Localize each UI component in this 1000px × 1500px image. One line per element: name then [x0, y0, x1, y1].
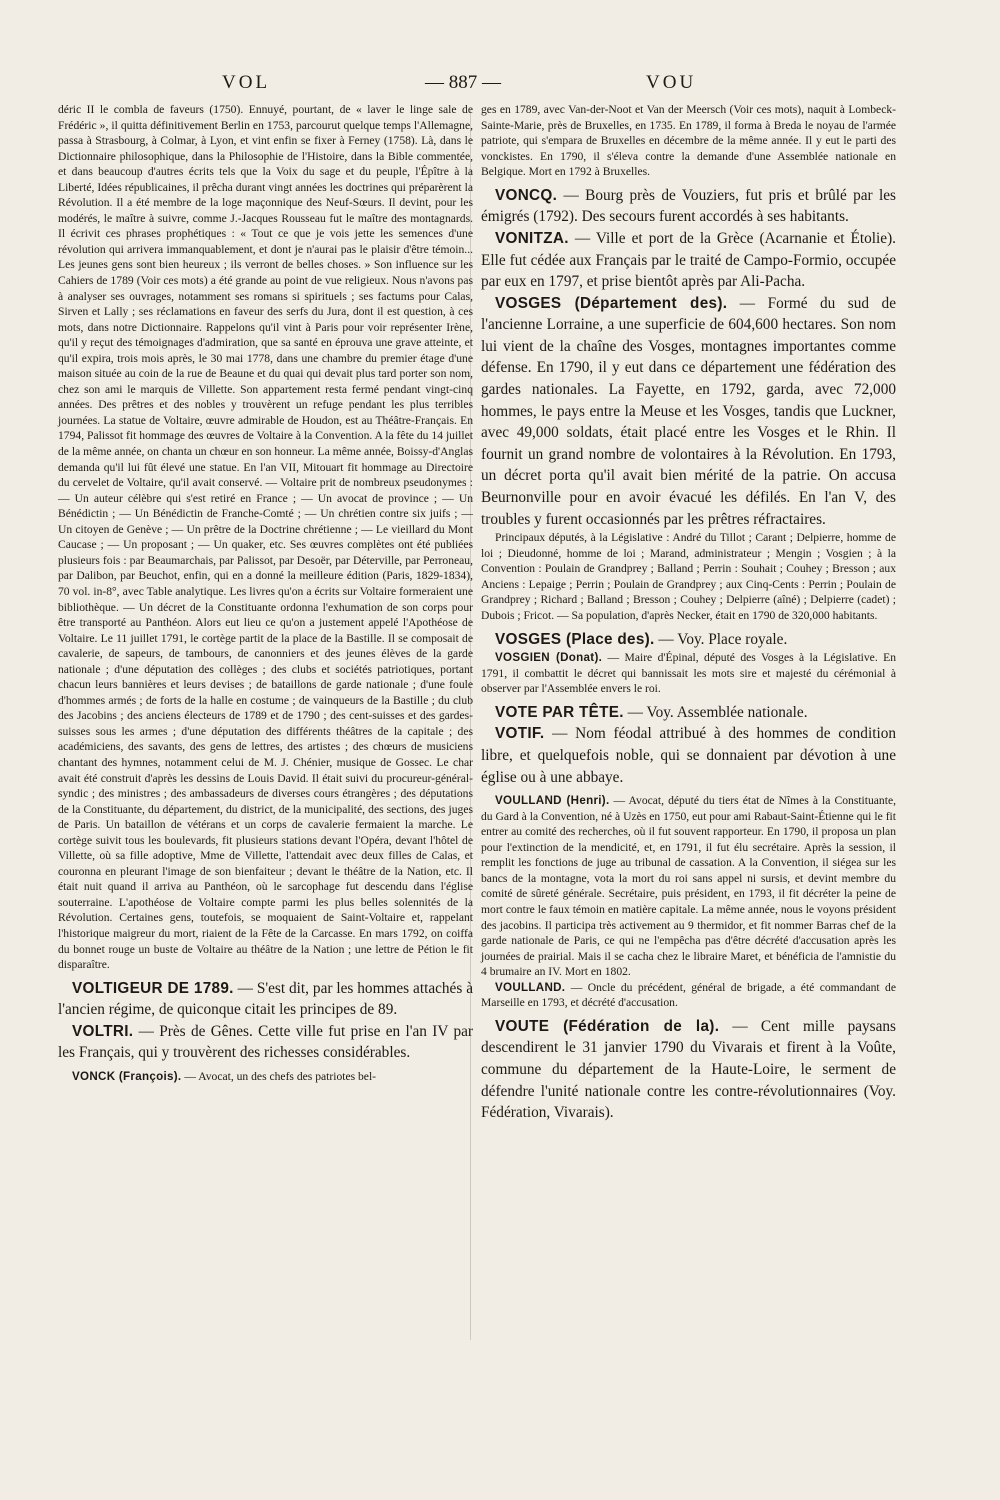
headword: VOLTRI. — [72, 1022, 134, 1040]
entry-voltri — [58, 1021, 473, 1064]
entry-text: — Maire d'Épinal, député des Vosges à la Législative. En 1791, il combattit le décret qui bannissait les mots sire et majesté du cérémonial à observer par l'Assemblée envers le roi. — [481, 651, 896, 696]
voltaire-entry-continued: déric II le combla de faveurs (1750). Ennuyé, pourtant, de « laver le linge sale de Frédéric », il quitta définitivement Berlin en 1753, parcourut quelque temps l'Allemagne, passa à Strasbourg, à Colmar, à Lyon, et vint enfin se fixer à Ferney (1758). Là, dans le Dictionnaire philosophique, dans la Philosophie de l'Histoire, dans la Bible commentée, et dans beaucoup d'autres écrits tels que la Voix du sage et du peuple, l'Épître à la Liberté, Idées républicaines, il prêcha durant vingt années les doctrines qui préparèrent la Révolution. Il a été membre de la loge maçonnique des Neuf-Sœurs. Il devint, pour les modérés, le maître à suivre, comme J.-Jacques Rousseau fut le maître des montagnards. Il écrivit ces phrases prophétiques : « Tout ce que je vois jette les semences d'une révolution qui arrivera immanquablement, et dont je n'aurai pas le plaisir d'être témoin... Les jeunes gens sont bien heureux ; ils verront de belles choses. » Son influence sur les Cahiers de 1789 (Voir ces mots) a été grande au point de vue religieux. Nous n'avons pas à analyser ses ouvrages, notamment ses romans si spirituels ; ses factums pour Calas, Sirven et Lally ; ses réclamations en faveur des serfs du Jura, dont il est question, à ces mots, dans notre Dictionnaire. Rappelons qu'il vint à Paris pour voir représenter Irène, qu'il y reçut des témoignages d'admiration, que sa santé en éprouva une grave atteinte, et qu'il expira, trois mois après, le 30 mai 1778, dans une chambre du premier étage d'une maison située au coin de la rue de Beaune et du quai qui devait plus tard porter son nom, chez son ami le marquis de Villette. Son appartement resta fermé pendant vingt-cinq années. Des prêtres et des nobles y trouvèrent un refuge pendant les plus terribles journées. La statue de Voltaire, œuvre admirable de Houdon, est au Théâtre-Français. En 1794, Palissot fit hommage des œuvres de Voltaire à la Convention. A la fête du 14 juillet de la même année, on chanta un chœur en son honneur. La même année, Boissy-d'Anglas demanda qu'il lui fût élevé une statue. En l'an VII, Mitouart fit hommage au Directoire du cervelet de Voltaire, qu'il avait conservé. — Voltaire prit de nombreux pseudonymes : — Un auteur célèbre qui s'est retiré en France ; — Un avocat de province ; — Un Bénédictin ; — Un Bénédictin de Franche-Comté ; — Un chrétien contre six juifs ; — Un citoyen de Genève ; — Un prêtre de la Doctrine chrétienne ; — Le vieillard du Mont Caucase ; — Un proposant ; — Un quaker, etc. Ses œuvres complètes ont été publiées plusieurs fois : par Beaumarchais, par Palissot, par Desoër, par Déterville, par Perroneau, par Dalibon, par Beuchot, enfin, qui en a donné la meilleure édition (Paris, 1829-1834), 70 vol. in-8°, avec Table analytique. Les livres qu'on a écrits sur Voltaire formeraient une bibliothèque. — Un décret de la Constituante ordonna l'exhumation de son corps pour être transporté au Panthéon. Alors eut lieu ce qu'on a justement appelé l'Apothéose de Voltaire. Le 11 juillet 1791, le cortège partit de la place de la Bastille. Il se composait de cavalerie, de sapeurs, de tambours, de canonniers et des jeunes élèves de la garde nationale ; d'une députation des collèges ; des clubs et sociétés patriotiques, portant chacun leurs bannières et leurs devises ; de bataillons de garde nationale ; d'une foule d'hommes armés ; de forts de la halle en costume ; de vainqueurs de la Bastille ; du club des Jacobins ; des anciens électeurs de 1789 et de 1790 ; des cent-suisses et des gardes-suisses sous les armes ; d'une députation des différents théâtres de la capitale ; des académiciens, des savants, des gens de lettres, des artistes ; des chœurs de musiciens chantant des hymnes, notamment celui de M. J. Chénier, musique de Gossec. Le char avait été construit d'après les dessins de Louis David. Il était suivi du procureur-général-syndic ; des ministres ; des ambassadeurs de diverses cours étrangères ; des députations de la Constituante, du département, du district, de la municipalité, des sections, des juges de Paris. Un bataillon de vétérans et un corps de cavalerie fermaient la marche. Le cortège suivit tous les boulevards, fit plusieurs stations devant l'Opéra, devant l'hôtel de Villette, où sa fille adoptive, Mme de Villette, l'attendait avec deux filles de Calas, et couronna en pleurant l'image de son bienfaiteur ; devant le théâtre de la Nation, etc. Il était nuit quand il arriva au Panthéon, où le sarcophage fut descendu dans l'église souterraine. L'apothéose de Voltaire compte parmi les plus belles solennités de la Révolution. Certaines gens, toutefois, se moquaient de Saint-Voltaire et, rappelant l'historique maigreur du mort, riaient de la Fête de la Carcasse. En mars 1792, on coiffa du bonnet rouge un buste de Voltaire au théâtre de la Nation ; une lettre de Pétion le fit disparaître. — [58, 103, 473, 972]
headword: VOUTE (Fédération de la). — [495, 1017, 720, 1035]
entry-text: — Oncle du précédent, général de brigade, a été commandant de Marseille en 1793, et décrété d'accusation. — [481, 980, 896, 1010]
entry-voute — [481, 1016, 896, 1124]
entry-vosges-departement — [481, 293, 896, 531]
headword: VOTE PAR TÊTE. — [495, 703, 624, 721]
entry-text: — S'est dit, par les hommes attachés à l'ancien régime, de quiconque citait les principes de 89. — [58, 979, 473, 1019]
headword: VOULLAND. — [495, 980, 566, 994]
right-column — [481, 102, 896, 1124]
headword: VOSGIEN (Donat). — [495, 651, 603, 665]
entry-text: — Ville et port de la Grèce (Acarnanie et Étolie). Elle fut cédée aux Français par le traité de Campo-Formio, occupée par eux en 1797, et prise bientôt après par Ali-Pacha. — [481, 229, 896, 291]
entry-voltigeur — [58, 978, 473, 1021]
headword: VONCQ. — [495, 186, 558, 204]
entry-vonck — [58, 1069, 473, 1085]
left-column — [58, 102, 473, 1085]
entry-vosgien — [481, 650, 896, 697]
entry-vote-par-tete — [481, 702, 896, 724]
entry-text: — Voy. Place royale. — [654, 630, 788, 648]
running-head-right: VOU — [646, 72, 697, 93]
vosges-deputes: Principaux députés, à la Législative : André du Tillot ; Carant ; Delpierre, homme de loi ; Dieudonné, homme de loi ; Marand, administrateur ; Mengin ; Vosgien ; à la Convention : Poulain de Grandprey ; Balland ; Perrin : Souhait ; Couhey ; Bresson ; aux Anciens : Lepaige ; Perrin ; Poulain de Grandprey ; aux Cinq-Cents : Perrin ; Poulain de Grandprey ; Richard ; Balland ; Bresson ; Couhey ; Delpierre (aîné) ; Delpierre (cadet) ; Dubois ; Fricot. — Sa population, d'après Necker, était en 1790 de 320,000 habitants. — [481, 531, 896, 622]
entry-vosges-place — [481, 629, 896, 651]
entry-text: — Formé du sud de l'ancienne Lorraine, a une superficie de 604,600 hectares. Son nom lui vient de la chaîne des Vosges, montagnes importantes comme défense. En 1790, il y eut dans ce département une fédération des gardes nationales. La Fayette, en 1792, garda, avec 72,000 hommes, le pays entre la Meuse et les Vosges, tandis que Luckner, avec 49,000 soldats, était placé entre les Vosges et le Rhin. Il fournit un grand nombre de volontaires à la Révolution. En 1793, un décret porta qu'il avait bien mérité de la patrie. On accusa Beurnonville pour en avoir évacué les défilés. En l'an V, des troubles y furent occasionnés par les prêtres réfractaires. — [481, 294, 896, 528]
entry-text: — Près de Gênes. Cette ville fut prise en l'an IV par les Français, qui y trouvèrent des richesses considérables. — [58, 1022, 473, 1062]
entry-voulland-henri — [481, 793, 896, 980]
entry-text: — Cent mille paysans descendirent le 31 janvier 1790 du Vivarais et firent à la Voûte, commune du département de la Haute-Loire, le serment de défendre l'unité nationale contre les contre-révolutionnaires (Voy. Fédération, Vivarais). — [481, 1017, 897, 1122]
entry-text: — Voy. Assemblée nationale. — [623, 703, 808, 721]
headword: VONITZA. — [495, 229, 569, 247]
entry-text: — Avocat, député du tiers état de Nîmes à la Constituante, du Gard à la Convention, né à Uzès en 1750, eut pour ami Rabaut-Saint-Étienne qui le fit entrer au comité des recherches, où il fut souvent rapporteur. En 1790, il proposa un plan pour l'extinction de la mendicité, et, en 1791, il fut élu secrétaire. Après la session, il remplit les fonctions de juge au tribunal de cassation. A la Convention, il siégea sur les bancs de la montagne, vota la mort du roi sans appel ni sursis, et devint membre du comité de sûreté générale. Secrétaire, puis président, en 1793, il fit décréter la peine de mort contre le faux témoin en matière capitale. La même année, nous le voyons président des jacobins. Il participa très activement au 9 thermidor, et fit nommer Barras chef de la garde nationale de Paris, ce qui ne l'empêcha pas d'être décrété d'accusation après les journées de prairial. Mais il se cacha chez le libraire Maret, et bénéficia de l'amnistie du 4 brumaire an IV. Mort en 1802. — [481, 794, 896, 979]
running-head-left: VOL — [222, 72, 271, 93]
headword: VOTIF. — [495, 725, 545, 743]
page-number: — 887 — — [425, 72, 501, 93]
headword: VONCK (François). — [72, 1070, 182, 1083]
entry-vonitza — [481, 228, 896, 293]
entry-voncq — [481, 185, 896, 228]
entry-text: — Avocat, un des chefs des patriotes bel- — [181, 1070, 377, 1083]
entry-text: — Nom féodal attribué à des hommes de condition libre, et quelquefois noble, qui se donnaient par dévotion à une église ou à une abbaye. — [481, 725, 896, 786]
vonck-entry-continued: ges en 1789, avec Van-der-Noot et Van der Meersch (Voir ces mots), naquit à Lombeck-Sainte-Marie, près de Bruxelles, en 1735. En 1789, il forma à Breda le noyau de l'armée patriote, qui s'empara de Bruxelles en décembre de la même année. Il y eut le parti des vonckistes. En 1790, il s'éleva contre la demande d'une Assemblée nationale en Belgique. Mort en 1792 à Bruxelles. — [481, 103, 896, 179]
headword: VOSGES (Place des). — [495, 630, 655, 648]
entry-votif — [481, 723, 896, 788]
page-header — [0, 72, 1000, 98]
entry-voulland — [481, 980, 896, 1011]
entry-text: — Bourg près de Vouziers, fut pris et brûlé par les émigrés (1792). Des secours furent accordés à ses habitants. — [481, 186, 896, 226]
headword: VOSGES (Département des). — [495, 294, 728, 312]
headword: VOULLAND (Henri). — [495, 794, 610, 808]
headword: VOLTIGEUR DE 1789. — [72, 979, 234, 997]
